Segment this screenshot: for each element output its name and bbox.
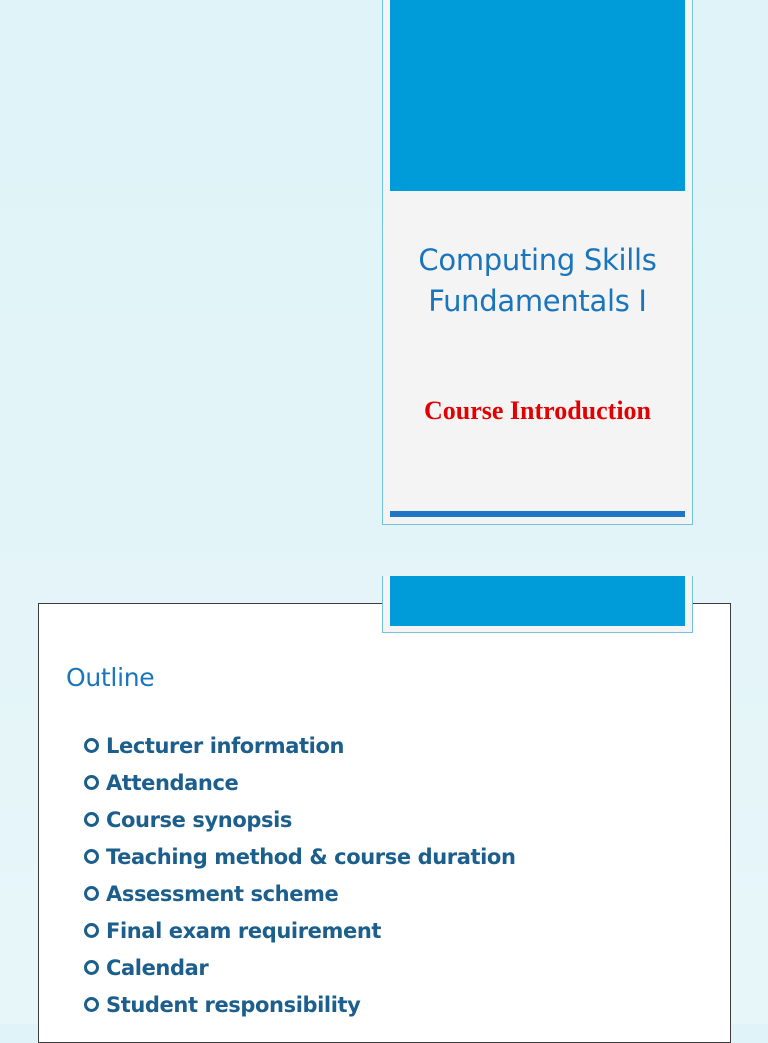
outline-item <box>84 801 516 838</box>
title-slide-header-band <box>390 0 685 191</box>
hollow-circle-bullet-icon <box>84 886 99 901</box>
outline-item-label: Final exam requirement <box>106 918 382 943</box>
outline-slide-header-band <box>390 576 685 626</box>
outline-item <box>84 949 516 986</box>
hollow-circle-bullet-icon <box>84 775 99 790</box>
course-title: Computing Skills Fundamentals I <box>418 243 657 318</box>
hollow-circle-bullet-icon <box>84 960 99 975</box>
hollow-circle-bullet-icon <box>84 738 99 753</box>
outline-heading: Outline <box>66 663 155 692</box>
outline-item-label: Calendar <box>106 955 209 980</box>
outline-item <box>84 764 516 801</box>
title-slide-bottom-rule <box>390 511 685 517</box>
outline-slide-tab-card <box>382 576 693 633</box>
outline-item-label: Lecturer information <box>106 733 345 758</box>
outline-item-label: Course synopsis <box>106 807 292 832</box>
outline-list <box>84 727 516 1023</box>
course-subtitle: Course Introduction <box>423 396 652 425</box>
outline-item <box>84 875 516 912</box>
outline-item <box>84 912 516 949</box>
outline-item-label: Attendance <box>106 770 239 795</box>
outline-item <box>84 986 516 1023</box>
hollow-circle-bullet-icon <box>84 923 99 938</box>
hollow-circle-bullet-icon <box>84 812 99 827</box>
outline-item <box>84 838 516 875</box>
title-slide-card <box>382 0 693 525</box>
hollow-circle-bullet-icon <box>84 849 99 864</box>
outline-item-label: Assessment scheme <box>106 881 339 906</box>
outline-item-label: Student responsibility <box>106 992 361 1017</box>
outline-item-label: Teaching method & course duration <box>106 844 516 869</box>
hollow-circle-bullet-icon <box>84 997 99 1012</box>
outline-item <box>84 727 516 764</box>
